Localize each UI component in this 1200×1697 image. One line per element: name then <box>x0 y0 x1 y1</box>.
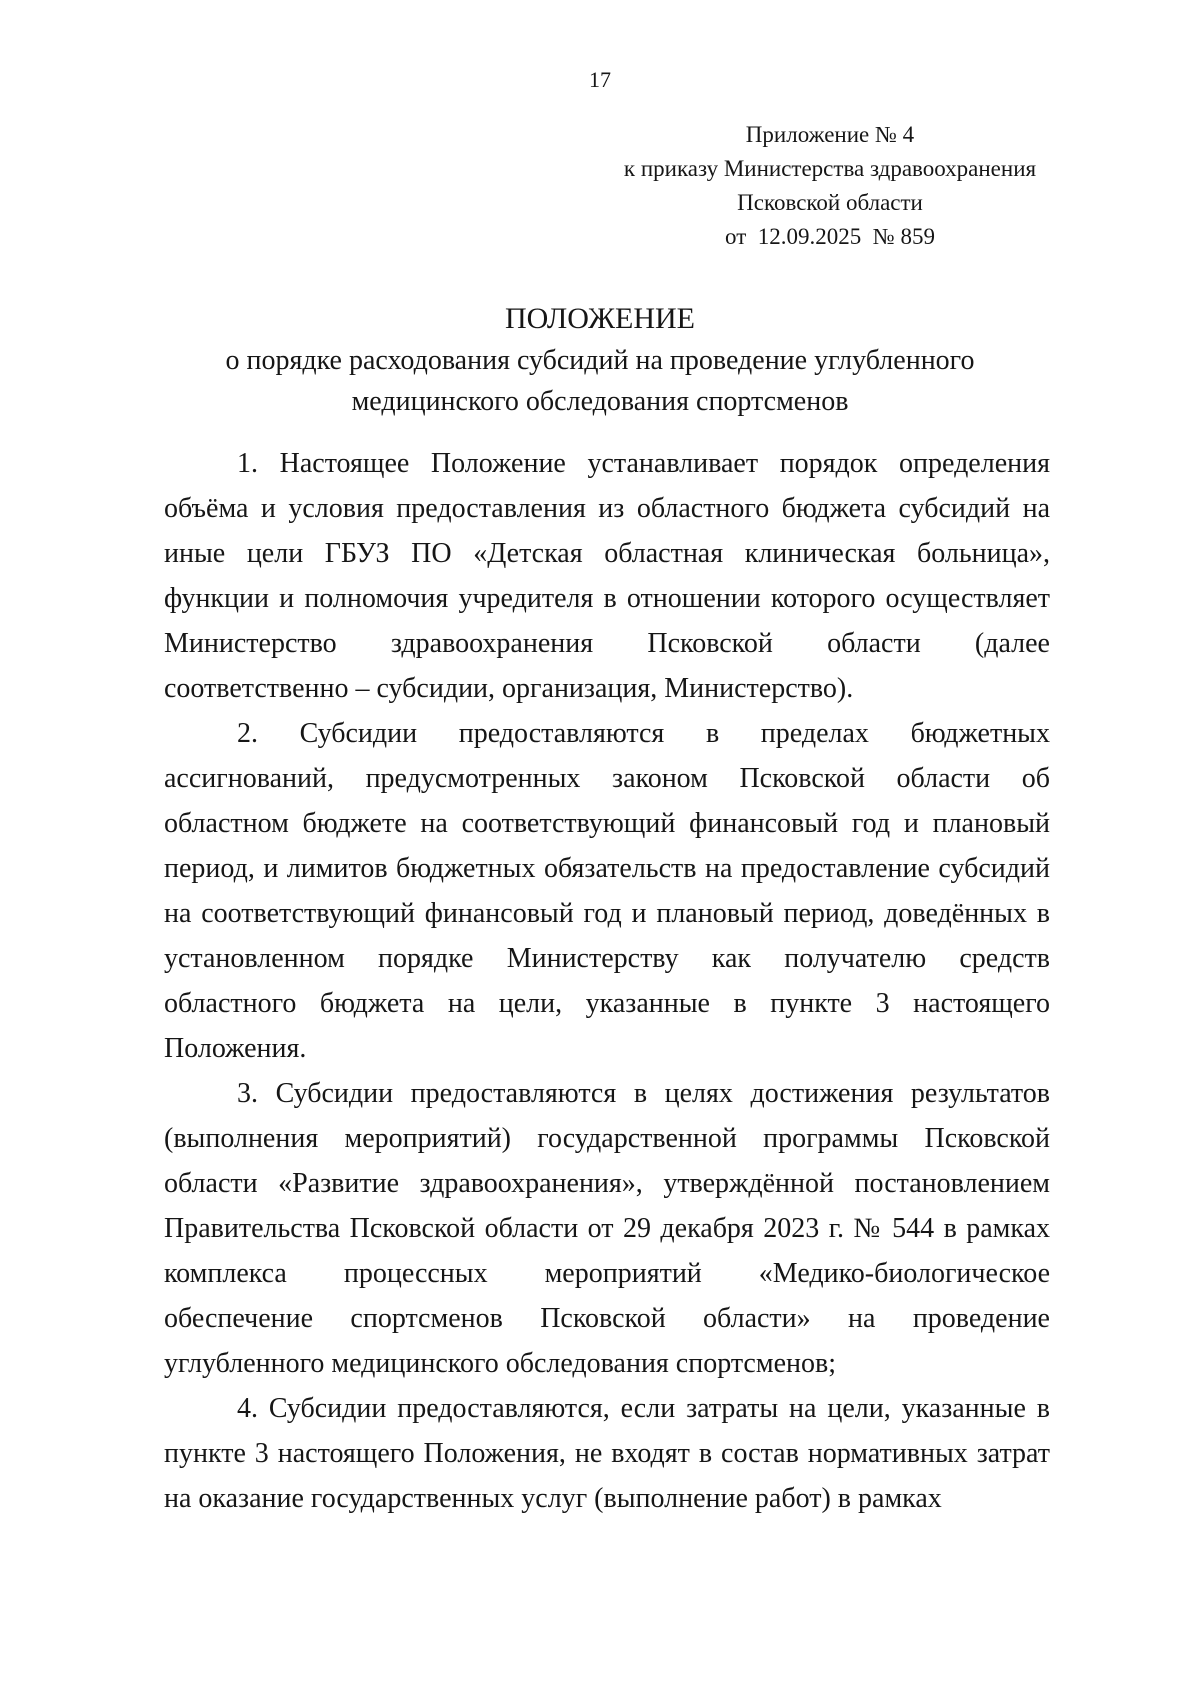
paragraph-3: 3. Субсидии предоставляются в целях достижения результатов (выполнения мероприятий) государственной программы Псковской области «Развитие здравоохранения», утверждённой постановлением Правительства Псковской области от 29 декабря 2023 г. № 544 в рамках комплекса процессных мероприятий «Медико-биологическое обеспечение спортсменов Псковской области» на проведение углубленного медицинского обследования спортсменов; <box>164 1078 1050 1379</box>
document-body <box>164 441 1050 1521</box>
document-subtitle <box>160 340 1040 422</box>
document-title: ПОЛОЖЕНИЕ <box>505 302 695 335</box>
subtitle-line-2: медицинского обследования спортсменов <box>351 386 849 417</box>
appendix-region: Псковской области <box>737 190 923 215</box>
appendix-date-number: от 12.09.2025 № 859 <box>725 224 935 249</box>
paragraph-2: 2. Субсидии предоставляются в пределах бюджетных ассигнований, предусмотренных законом Псковской области об областном бюджете на соответствующий финансовый год и плановый период, и лимитов бюджетных обязательств на предоставление субсидий на соответствующий финансовый год и плановый период, доведённых в установленном порядке Министерству как получателю средств областного бюджета на цели, указанные в пункте 3 настоящего Положения. <box>164 718 1050 1064</box>
appendix-order-reference: к приказу Министерства здравоохранения <box>623 156 1037 181</box>
appendix-number: Приложение № 4 <box>745 122 915 147</box>
paragraph-4: 4. Субсидии предоставляются, если затраты на цели, указанные в пункте 3 настоящего Положения, не входят в состав нормативных затрат на оказание государственных услуг (выполнение работ) в рамках <box>164 1393 1050 1514</box>
page-number: 17 <box>589 67 611 92</box>
appendix-header <box>600 118 1060 254</box>
subtitle-line-1: о порядке расходования субсидий на проведение углубленного <box>225 345 975 376</box>
paragraph-1: 1. Настоящее Положение устанавливает порядок определения объёма и условия предоставления из областного бюджета субсидий на иные цели ГБУЗ ПО «Детская областная клиническая больница», функции и полномочия учредителя в отношении которого осуществляет Министерство здравоохранения Псковской области (далее соответственно – субсидии, организация, Министерство). <box>164 448 1050 704</box>
